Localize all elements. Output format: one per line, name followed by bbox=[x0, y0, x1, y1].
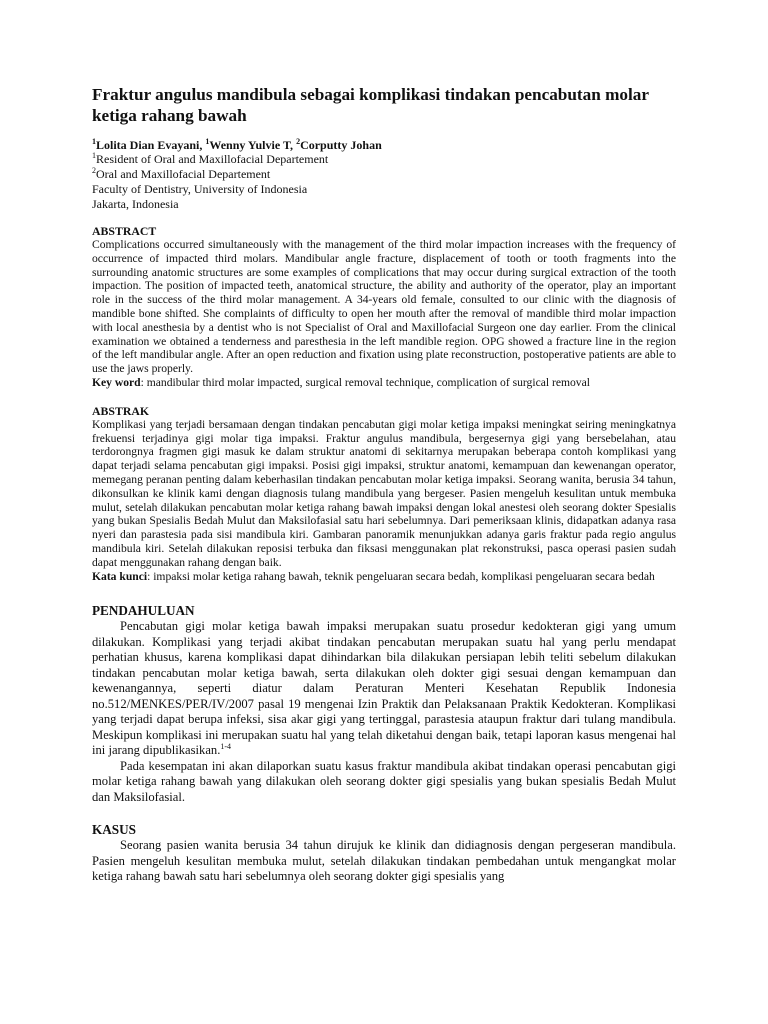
author-3-name: Corputty Johan bbox=[300, 138, 382, 152]
affiliation-2 bbox=[92, 167, 676, 182]
author-1-name: Lolita Dian Evayani, bbox=[96, 138, 206, 152]
pendahuluan-paragraph-1 bbox=[92, 619, 676, 759]
affiliation-1-sup: 1 bbox=[92, 151, 96, 160]
author-list bbox=[92, 138, 676, 152]
author-2-name: Wenny Yulvie T, bbox=[209, 138, 297, 152]
abstrak-keywords bbox=[92, 570, 676, 584]
abstract-keyword-label: Key word bbox=[92, 375, 141, 389]
kasus-heading: KASUS bbox=[92, 822, 136, 838]
pendahuluan-reference: 1-4 bbox=[220, 742, 232, 752]
abstract-keyword-text: : mandibular third molar impacted, surgical removal technique, complication of surgical removal bbox=[140, 375, 590, 389]
affiliation-2-text: Oral and Maxillofacial Departement bbox=[96, 167, 271, 181]
affiliation-2-sup: 2 bbox=[92, 166, 96, 175]
kasus-paragraph-1: Seorang pasien wanita berusia 34 tahun dirujuk ke klinik dan didiagnosis dengan pergeseran mandibula. Pasien mengeluh kesulitan membuka mulut, setelah dilakukan tindakan pembedahan untuk mengangkat molar ketiga rahang bawah satu hari sebelumnya oleh seorang dokter gigi spesialis yang bbox=[92, 838, 676, 884]
affiliation-faculty: Faculty of Dentistry, University of Indonesia bbox=[92, 182, 308, 196]
abstrak-keyword-label: Kata kunci bbox=[92, 569, 148, 583]
author-2-sup: 1 bbox=[205, 137, 210, 146]
abstrak-heading: ABSTRAK bbox=[92, 403, 150, 418]
affiliation-city: Jakarta, Indonesia bbox=[92, 197, 179, 211]
author-3-sup: 2 bbox=[296, 137, 301, 146]
pendahuluan-section bbox=[92, 603, 676, 805]
affiliation-1-text: Resident of Oral and Maxillofacial Departement bbox=[96, 152, 329, 166]
abstract-heading: ABSTRACT bbox=[92, 224, 157, 238]
affiliations bbox=[92, 152, 676, 212]
paper-title: Fraktur angulus mandibula sebagai komplikasi tindakan pencabutan molar ketiga rahang bawah bbox=[92, 85, 649, 125]
abstract-keywords bbox=[92, 376, 676, 390]
affiliation-1 bbox=[92, 152, 676, 167]
abstrak-keyword-text: : impaksi molar ketiga rahang bawah, teknik pengeluaran secara bedah, komplikasi pengeluaran secara bedah bbox=[147, 569, 655, 583]
abstract-text: Complications occurred simultaneously with the management of the third molar impaction increases with the frequency of occurrence of impacted third molars. Mandibular angle fracture, displacement of tooth or tooth fragments into the surrounding anatomic structures are some examples of complications that may occur during surgical extraction of the tooth impaction. The position of impacted teeth, anatomical structure, the ability and authority of the operator, play an important role in the success of the third molar management. A 34-years old female, consulted to our clinic with the diagnosis of mandible bone shifted. She complaints of difficulty to open her mouth after the removal of mandible third molar impaction with local anesthesia by a dentist who is not Specialist of Oral and Maxillofacial Surgeon one day earlier. From the clinical examination we obtained a tenderness and paresthesia in the left mandible region. OPG showed a fracture line in the region of the left mandibular angle. After an open reduction and fixation using plate reconstruction, postoperative patients are able to use the jaws properly. bbox=[92, 238, 677, 376]
abstrak-section bbox=[92, 404, 676, 584]
author-1-sup: 1 bbox=[92, 137, 96, 146]
pendahuluan-paragraph-1-text: Pencabutan gigi molar ketiga bawah impaksi merupakan suatu prosedur kedokteran gigi yang umum dilakukan. Komplikasi yang terjadi akibat tindakan pencabutan merupakan suatu hal yang perlu mendapat perhatian khusus, karena komplikasi dapat dihindarkan bila dilakukan persiapan lebih teliti sebelum dilakukan tindakan pencabutan molar ketiga bawah, serta dilakukan oleh dokter gigi sesuai dengan kemampuan dan kewenangannya, seperti diatur dalam Peraturan Menteri Kesehatan Republik Indonesia no.512/MENKES/PER/IV/2007 pasal 19 mengenai Izin Praktik dan Pelaksanaan Praktik Kedokteran. Komplikasi yang terjadi dapat berupa infeksi, sisa akar gigi yang tertinggal, parastesia ataupun fraktur dari tulang mandibula. Meskipun komplikasi ini merupakan suatu hal yang telah diketahui dengan baik, tetapi laporan kasus mengenai hal ini jarang dipublikasikan. bbox=[92, 619, 676, 758]
abstract-section bbox=[92, 224, 676, 390]
pendahuluan-paragraph-2: Pada kesempatan ini akan dilaporkan suatu kasus fraktur mandibula akibat tindakan operasi pencabutan gigi molar ketiga rahang bawah yang dilakukan oleh seorang dokter gigi spesialis yang bukan spesialis Bedah Mulut dan Maksilofasial. bbox=[92, 758, 676, 804]
kasus-section bbox=[92, 822, 676, 885]
pendahuluan-heading: PENDAHULUAN bbox=[92, 603, 195, 619]
abstrak-text: Komplikasi yang terjadi bersamaan dengan tindakan pencabutan gigi molar ketiga impaksi meningkat seiring meningkatnya frekuensi terjadinya gigi molar tiga impaksi. Fraktur angulus mandibula, bergesernya gigi yang bersebelahan, atau terdorongnya fragmen gigi masuk ke dalam struktur anatomi di sekitarnya merupakan beberapa contoh komplikasi yang dapat terjadi selama pencabutan gigi impaksi. Posisi gigi impaksi, struktur anatomi, kemampuan dan kewenangan operator, memegang peranan penting dalam keberhasilan tindakan pencabutan molar ketiga impaksi. Seorang wanita, berusia 34 tahun, dikonsulkan ke klinik kami dengan diagnosis tulang mandibula yang bergeser. Pasien mengeluh kesulitan untuk membuka mulut, setelah dilakukan pencabutan molar ketiga rahang bawah impaksi dengan lokal anestesi oleh seorang dokter Spesialis yang bukan Spesialis Bedah Mulut dan Maksilofasial satu hari sebelumnya. Dari pemeriksaan klinis, didapatkan adanya rasa nyeri dan parastesia pada sisi mandibula kiri. Gambaran panoramik menunjukkan adanya garis fraktur pada regio angulus mandibula kiri. Setelah dilakukan reposisi terbuka dan fiksasi menggunakan plat rekonstruksi, pasca operasi pasien sudah dapat menggunakan rahang dengan baik. bbox=[92, 417, 676, 569]
